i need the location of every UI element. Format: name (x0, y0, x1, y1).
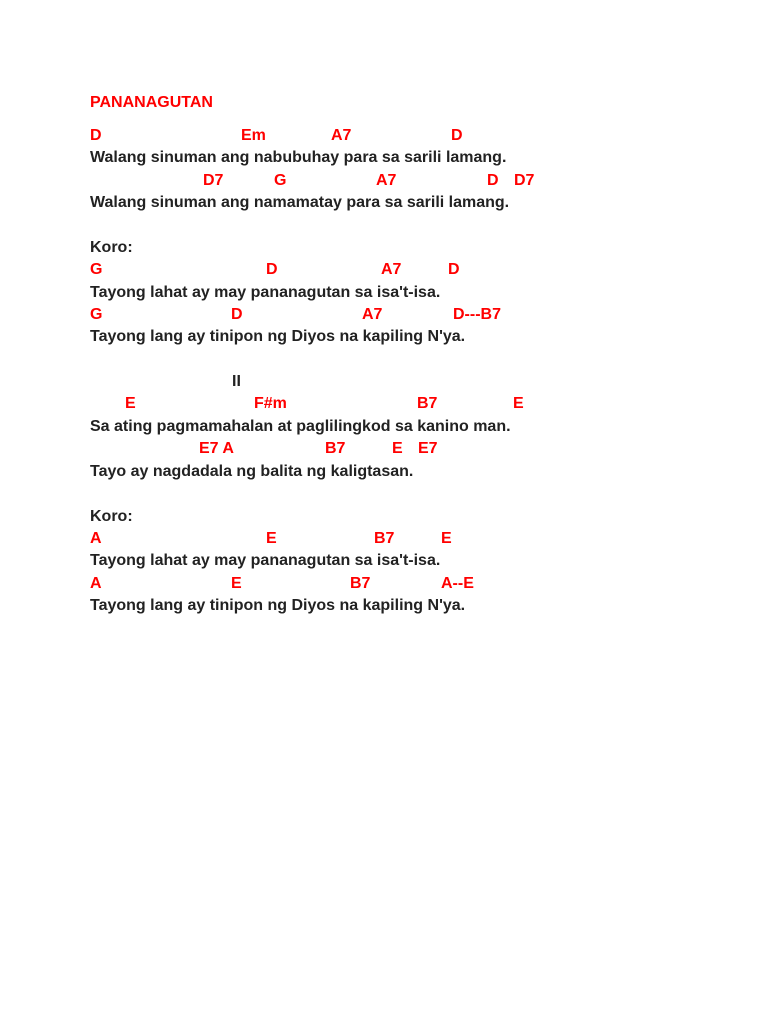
chord: A7 (331, 127, 352, 144)
lyric-line (0, 192, 510, 214)
chord-line (0, 170, 535, 192)
chord: A (90, 575, 102, 592)
chord: D7 (203, 172, 224, 189)
lyric-text: Walang sinuman ang namamatay para sa sarili lamang. (90, 194, 510, 211)
chord: D (231, 306, 243, 323)
chord: E (392, 440, 403, 457)
chord: A7 (362, 306, 383, 323)
chord-line (0, 125, 463, 147)
chord: B7 (374, 530, 395, 547)
chord: A (90, 530, 102, 547)
chord: D (90, 127, 102, 144)
chord: G (90, 261, 103, 278)
chord: B7 (350, 575, 371, 592)
chord-line (0, 393, 524, 415)
chord-line (0, 528, 452, 550)
chord: E (266, 530, 277, 547)
section-label: Koro: (90, 239, 133, 256)
lyric-line (0, 550, 441, 572)
chord-line (0, 573, 474, 595)
chord: G (90, 306, 103, 323)
lyric-text: Sa ating pagmamahalan at paglilingkod sa kanino man. (90, 418, 511, 435)
chord: E7 A (199, 440, 234, 457)
lyric-text: Tayong lahat ay may pananagutan sa isa't-isa. (90, 284, 441, 301)
chord: B7 (325, 440, 346, 457)
chord: D---B7 (453, 306, 501, 323)
lyric-text: Tayong lahat ay may pananagutan sa isa't-isa. (90, 552, 441, 569)
chord: E (441, 530, 452, 547)
verse-marker: II (232, 373, 241, 390)
chord: E (513, 395, 524, 412)
chord-line (0, 438, 438, 460)
lyric-line (0, 461, 414, 483)
lyric-line (0, 147, 507, 169)
lyric-text: Tayong lang ay tinipon ng Diyos na kapiling N'ya. (90, 597, 466, 614)
chord: D (266, 261, 278, 278)
chord: D7 (514, 172, 535, 189)
section-label: Koro: (90, 508, 133, 525)
lyric-line (0, 326, 466, 348)
lyric-text: Tayo ay nagdadala ng balita ng kaligtasan. (90, 463, 414, 480)
chord: D (451, 127, 463, 144)
lyric-text: Tayong lang ay tinipon ng Diyos na kapiling N'ya. (90, 328, 466, 345)
song-title: PANANAGUTAN (90, 94, 213, 111)
chord: D (487, 172, 499, 189)
lyric-line (0, 282, 441, 304)
lyric-text: Walang sinuman ang nabubuhay para sa sarili lamang. (90, 149, 507, 166)
chord-line (0, 304, 501, 326)
chord: G (274, 172, 287, 189)
chord: Em (241, 127, 266, 144)
chord: D (448, 261, 460, 278)
lyric-line (0, 595, 466, 617)
chord: F#m (254, 395, 287, 412)
chord: E (231, 575, 242, 592)
lyric-line (0, 416, 511, 438)
chord-line (0, 259, 460, 281)
chord: A7 (376, 172, 397, 189)
chord: A7 (381, 261, 402, 278)
chord: E (125, 395, 136, 412)
chord: B7 (417, 395, 438, 412)
chord: A--E (441, 575, 474, 592)
chord: E7 (418, 440, 438, 457)
